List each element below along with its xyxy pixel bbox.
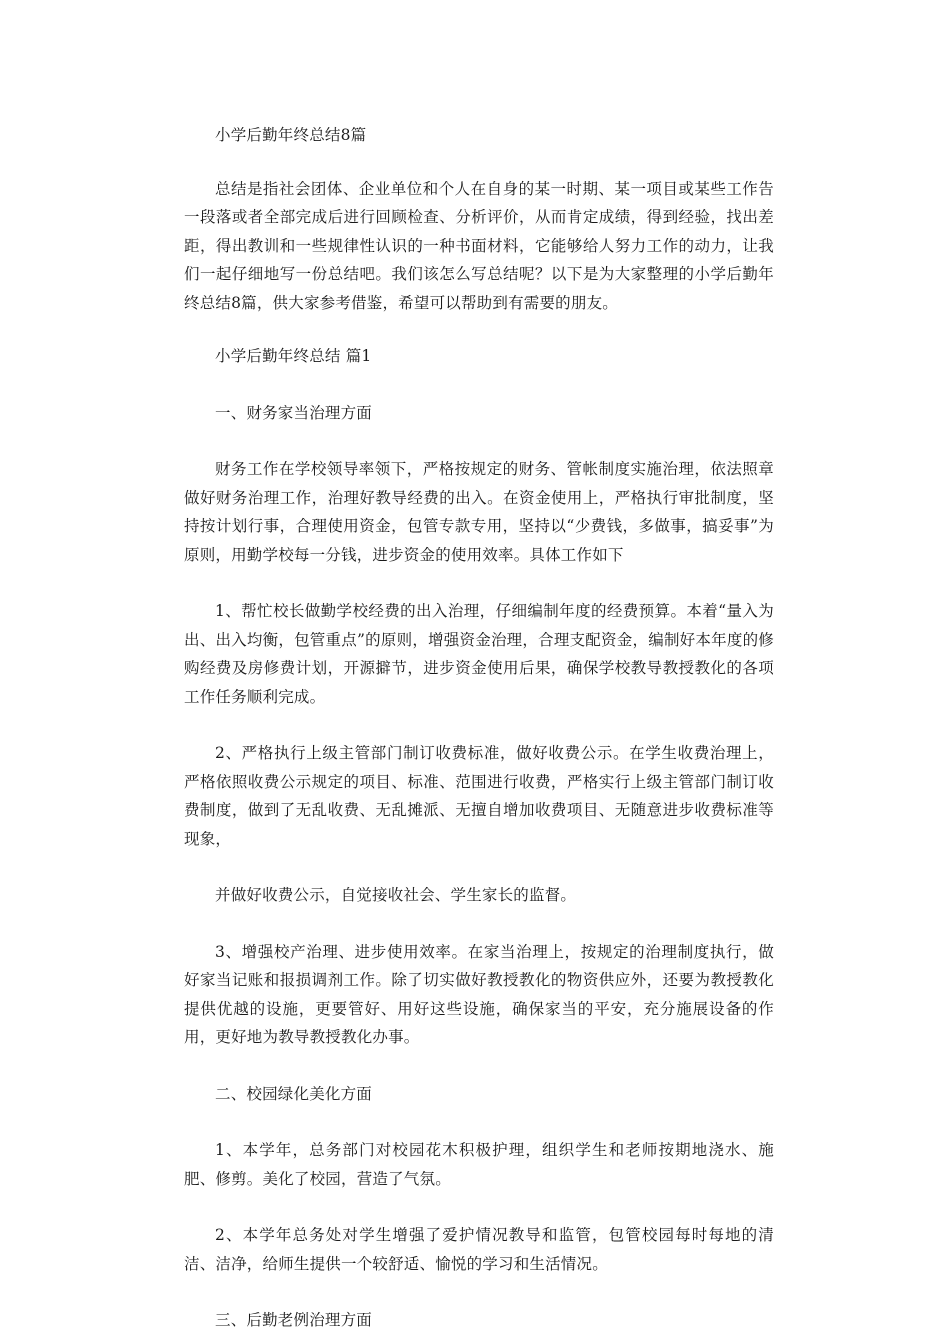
- piece-heading: 小学后勤年终总结 篇1: [215, 347, 372, 365]
- section1-item2-continuation: 并做好收费公示，自觉接收社会、学生家长的监督。: [215, 886, 577, 904]
- section1-item1-paragraph: 1、帮忙校长做勤学校经费的出入治理，仔细编制年度的经费预算。本着“量入为出、出入均衡，包管重点”的原则，增强资金治理，合理支配资金，编制好本年度的修购经费及房修费计划，开源擗节，进步资金使用后果，确保学校教导教授教化的各项工作任务顺利完成。: [184, 602, 774, 706]
- section1-intro-paragraph: 财务工作在学校领导率领下，严格按规定的财务、管帐制度实施治理，依法照章做好财务治理工作，治理好教导经费的出入。在资金使用上，严格执行审批制度，坚持按计划行事，合理使用资金，包管专款专用，坚持以“少费钱，多做事，搞妥事”为原则，用勤学校每一分钱，进步资金的使用效率。具体工作如下: [184, 460, 774, 564]
- section3-heading: 三、后勤老例治理方面: [215, 1311, 373, 1329]
- section1-item3-paragraph: 3、增强校产治理、进步使用效率。在家当治理上，按规定的治理制度执行，做好家当记账和报损调剂工作。除了切实做好教授教化的物资供应外，还要为教授教化提供优越的设施，更要管好、用好这些设施，确保家当的平安，充分施展设备的作用，更好地为教导教授教化办事。: [184, 942, 774, 1046]
- section1-heading: 一、财务家当治理方面: [215, 403, 373, 422]
- document-page: [184, 121, 774, 1335]
- document-title: 小学后勤年终总结8篇: [215, 126, 367, 144]
- section2-item2-paragraph: 2、本学年总务处对学生增强了爱护情况教导和监管，包管校园每时每地的清洁、洁净，给师生提供一个较舒适、愉悦的学习和生活情况。: [184, 1226, 774, 1273]
- section2-item1-paragraph: 1、本学年，总务部门对校园花木积极护理，组织学生和老师按期地浇水、施肥、修剪。美化了校园，营造了气氛。: [184, 1141, 774, 1188]
- intro-paragraph: 总结是指社会团体、企业单位和个人在自身的某一时期、某一项目或某些工作告一段落或者全部完成后进行回顾检查、分析评价，从而肯定成绩，得到经验，找出差距，得出教训和一些规律性认识的一种书面材料，它能够给人努力工作的动力，让我们一起仔细地写一份总结吧。我们该怎么写总结呢？以下是为大家整理的小学后勤年终总结8篇，供大家参考借鉴，希望可以帮助到有需要的朋友。: [184, 179, 774, 312]
- section1-item2-paragraph: 2、严格执行上级主管部门制订收费标准，做好收费公示。在学生收费治理上，严格依照收费公示规定的项目、标准、范围进行收费，严格实行上级主管部门制订收费制度，做到了无乱收费、无乱摊派、无擅自增加收费项目、无随意进步收费标准等现象，: [184, 744, 774, 848]
- section2-heading: 二、校园绿化美化方面: [215, 1084, 373, 1103]
